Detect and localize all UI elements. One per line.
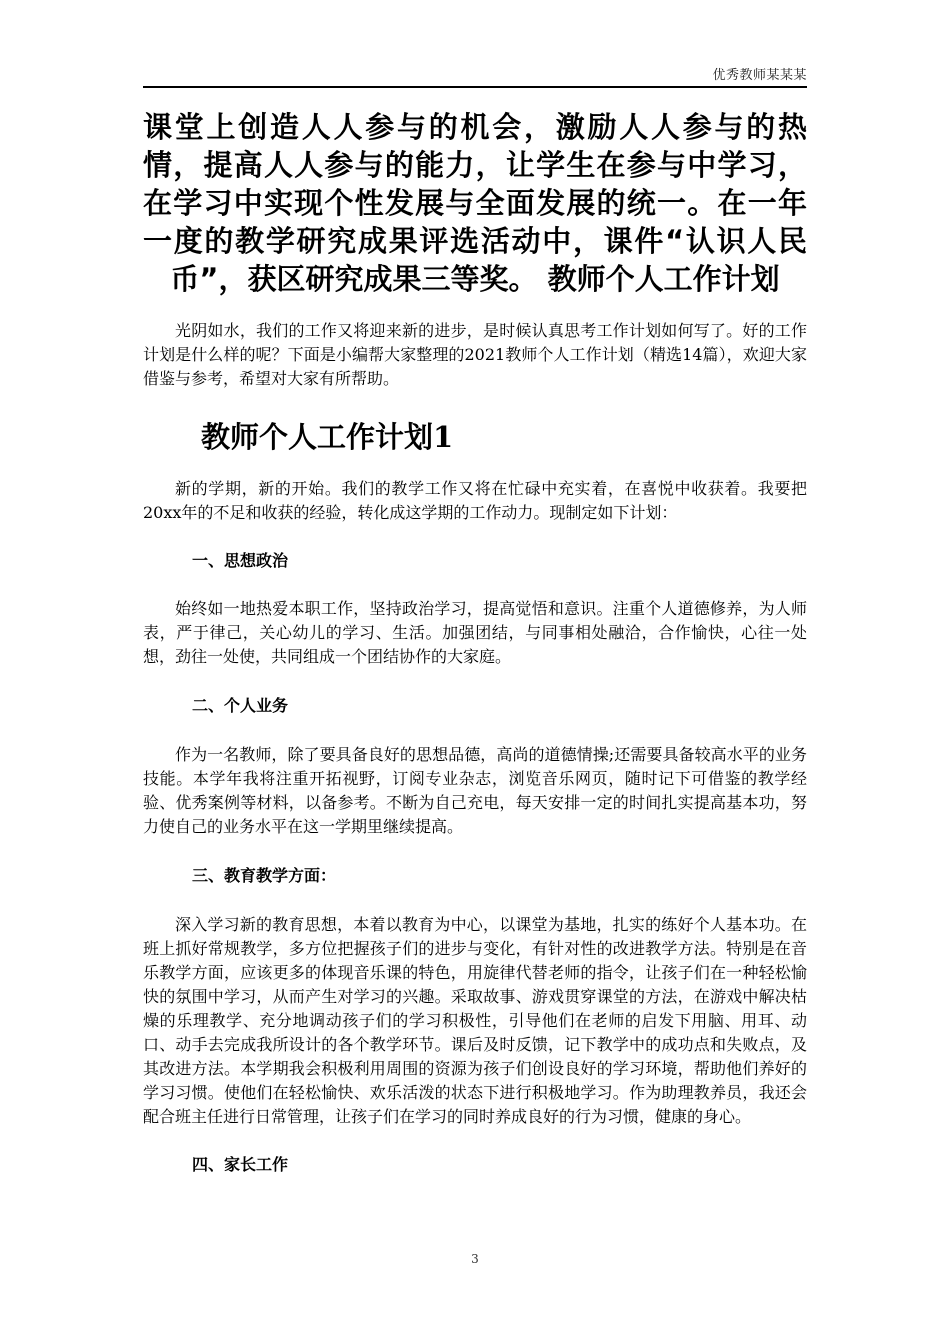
- heading-political: 一、思想政治: [192, 551, 289, 570]
- paragraph-professional: 作为一名教师，除了要具备良好的思想品德，高尚的道德情操;还需要具备较高水平的业务技能。本学年我将注重开拓视野，订阅专业杂志，浏览音乐网页，随时记下可借鉴的教学经验、优秀案例等材料，以备参考。不断为自己充电，每天安排一定的时间扎实提高基本功，努力使自己的业务水平在这一学期里继续提高。: [143, 745, 807, 836]
- lead-title: 课堂上创造人人参与的机会，激励人人参与的热情，提高人人参与的能力，让学生在参与中学习，在学习中实现个性发展与全面发展的统一。在一年一度的教学研究成果评选活动中，课件“认识人民币”，获区研究成果三等奖。 教师个人工作计划: [143, 110, 807, 296]
- heading-parents: 四、家长工作: [192, 1155, 289, 1174]
- page-header-author: 优秀教师某某某: [712, 68, 807, 83]
- section-title: 教师个人工作计划1: [201, 420, 454, 454]
- heading-professional: 二、个人业务: [192, 696, 289, 715]
- page-content: [143, 108, 807, 1177]
- paragraph-political: 始终如一地热爱本职工作，坚持政治学习，提高觉悟和意识。注重个人道德修养，为人师表，严于律己，关心幼儿的学习、生活。加强团结，与同事相处融洽，合作愉快，心往一处想，劲往一处使，共同组成一个团结协作的大家庭。: [143, 599, 807, 666]
- heading-teaching: 三、教育教学方面：: [192, 866, 337, 885]
- opening-paragraph: 新的学期，新的开始。我们的教学工作又将在忙碌中充实着，在喜悦中收获着。我要把20xx年的不足和收获的经验，转化成这学期的工作动力。现制定如下计划：: [143, 479, 807, 522]
- paragraph-teaching: 深入学习新的教育思想，本着以教育为中心，以课堂为基地，扎实的练好个人基本功。在班上抓好常规教学，多方位把握孩子们的进步与变化，有针对性的改进教学方法。特别是在音乐教学方面，应该更多的体现音乐课的特色，用旋律代替老师的指令，让孩子们在一种轻松愉快的氛围中学习，从而产生对学习的兴趣。采取故事、游戏贯穿课堂的方法，在游戏中解决枯燥的乐理教学、充分地调动孩子们的学习积极性，引导他们在老师的启发下用脑、用耳、动口、动手去完成我所设计的各个教学环节。课后及时反馈，记下教学中的成功点和失败点，及其改进方法。本学期我会积极利用周围的资源为孩子们创设良好的学习环境，帮助他们养好的学习习惯。使他们在轻松愉快、欢乐活泼的状态下进行积极地学习。作为助理教养员，我还会配合班主任进行日常管理，让孩子们在学习的同时养成良好的行为习惯，健康的身心。: [143, 915, 807, 1126]
- intro-paragraph: 光阴如水，我们的工作又将迎来新的进步，是时候认真思考工作计划如何写了。好的工作计划是什么样的呢？下面是小编帮大家整理的2021教师个人工作计划（精选14篇），欢迎大家借鉴与参考，希望对大家有所帮助。: [143, 321, 807, 388]
- page-number: 3: [471, 1252, 479, 1266]
- header-divider: [143, 86, 807, 88]
